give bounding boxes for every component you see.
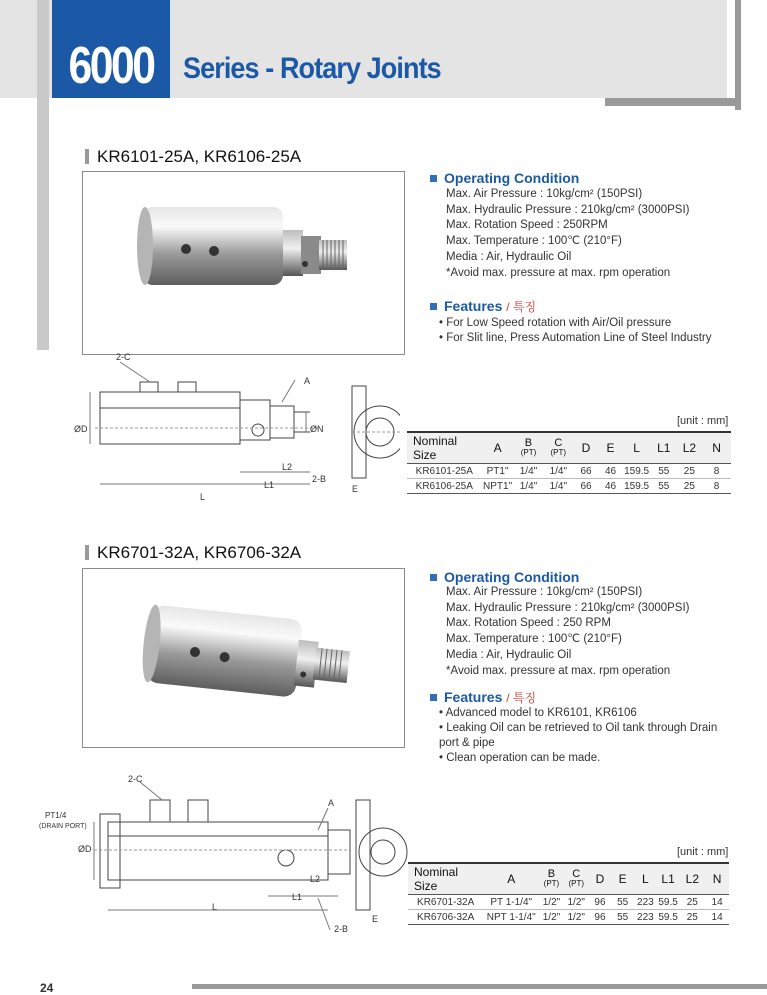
feature-item: • For Slit line, Press Automation Line of Steel Industry	[439, 332, 712, 344]
page-title: Series - Rotary Joints	[183, 52, 441, 85]
operating-item: Max. Temperature : 100℃ (210°F)	[446, 633, 622, 646]
operating-condition-heading-2: Operating Condition	[430, 569, 579, 585]
feature-item: • Clean operation can be made.	[439, 752, 601, 764]
rotary-joint-photo-1	[83, 172, 404, 354]
label-od: ØD	[74, 424, 88, 434]
label-drain-port: (DRAIN PORT)	[39, 823, 87, 830]
label-l1: L1	[292, 892, 303, 902]
operating-item: *Avoid max. pressure at max. rpm operation	[446, 664, 671, 677]
section-title-1: KR6101-25A, KR6106-25A	[85, 147, 301, 167]
product-photo-1	[82, 171, 405, 355]
feature-item: • For Low Speed rotation with Air/Oil pressure	[439, 317, 672, 329]
section-title-2: KR6701-32A, KR6706-32A	[85, 543, 301, 563]
label-l2: L2	[310, 874, 321, 884]
label-l: L	[212, 902, 218, 912]
technical-drawing-1	[70, 352, 400, 504]
label-e: E	[372, 914, 379, 924]
spec-table-2	[408, 862, 729, 925]
header-shadow-bottom	[605, 98, 741, 106]
footer-bar	[192, 984, 767, 989]
unit-label-2: [unit : mm]	[677, 846, 729, 858]
label-a: A	[328, 798, 335, 808]
operating-item: Max. Rotation Speed : 250RPM	[446, 219, 608, 232]
label-l: L	[200, 492, 206, 502]
features-heading-2: Features / 특징	[430, 689, 536, 706]
features-heading-1: Features / 특징	[430, 298, 536, 315]
header-shadow-right	[735, 0, 741, 110]
label-2c: 2-C	[116, 352, 131, 362]
operating-item: Max. Air Pressure : 10kg/cm² (150PSI)	[446, 188, 643, 200]
product-photo-2	[82, 568, 405, 748]
label-2b: 2-B	[312, 474, 327, 484]
label-l2: L2	[282, 462, 293, 472]
label-on: ØN	[310, 424, 324, 434]
series-number: 6000	[68, 37, 154, 95]
table-row: KR6701-32A PT 1-1/4" 1/2" 1/2" 96 55 223 59.5 25 14	[408, 895, 729, 910]
table-row: KR6106-25A NPT1" 1/4" 1/4" 66 46 159.5 55 25 8	[407, 479, 731, 494]
left-margin-bar	[37, 0, 49, 350]
operating-list-1	[446, 187, 690, 281]
technical-drawing-2	[38, 770, 408, 935]
operating-condition-heading-1: Operating Condition	[430, 170, 579, 186]
features-list-1	[439, 316, 739, 346]
label-2b: 2-B	[334, 924, 349, 934]
operating-item: Max. Hydraulic Pressure : 210kg/cm² (3000PSI)	[446, 203, 690, 216]
rotary-joint-photo-2	[83, 569, 404, 747]
operating-item: *Avoid max. pressure at max. rpm operation	[446, 266, 671, 279]
table-header-row: Nominal Size A B (PT) C (PT) D E L L1 L2 N	[408, 863, 729, 895]
label-od: ØD	[78, 844, 92, 854]
page-number: 24	[40, 981, 54, 995]
label-e: E	[352, 484, 359, 494]
label-a: A	[304, 376, 311, 386]
operating-item: Max. Hydraulic Pressure : 210kg/cm² (3000PSI)	[446, 601, 690, 614]
unit-label-1: [unit : mm]	[677, 415, 729, 427]
operating-item: Max. Temperature : 100℃ (210°F)	[446, 235, 622, 248]
table-row: KR6101-25A PT1" 1/4" 1/4" 66 46 159.5 55 25 8	[407, 464, 731, 479]
operating-list-2	[446, 585, 690, 679]
spec-table-1	[407, 431, 731, 494]
label-2c: 2-C	[128, 774, 143, 784]
features-list-2	[439, 706, 733, 766]
feature-item: • Advanced model to KR6101, KR6106	[439, 707, 637, 719]
operating-item: Max. Rotation Speed : 250 RPM	[446, 617, 611, 630]
operating-item: Media : Air, Hydraulic Oil	[446, 250, 572, 263]
table-header-row: Nominal Size A B (PT) C (PT) D E L L1 L2 N	[407, 432, 731, 464]
operating-item: Media : Air, Hydraulic Oil	[446, 648, 572, 661]
label-pt14: PT1/4	[45, 811, 67, 820]
table-row: KR6706-32A NPT 1-1/4" 1/2" 1/2" 96 55 223 59.5 25 14	[408, 910, 729, 925]
feature-item: • Leaking Oil can be retrieved to Oil tank through Drain port & pipe	[439, 722, 718, 749]
label-l1: L1	[264, 480, 275, 490]
operating-item: Max. Air Pressure : 10kg/cm² (150PSI)	[446, 586, 643, 598]
